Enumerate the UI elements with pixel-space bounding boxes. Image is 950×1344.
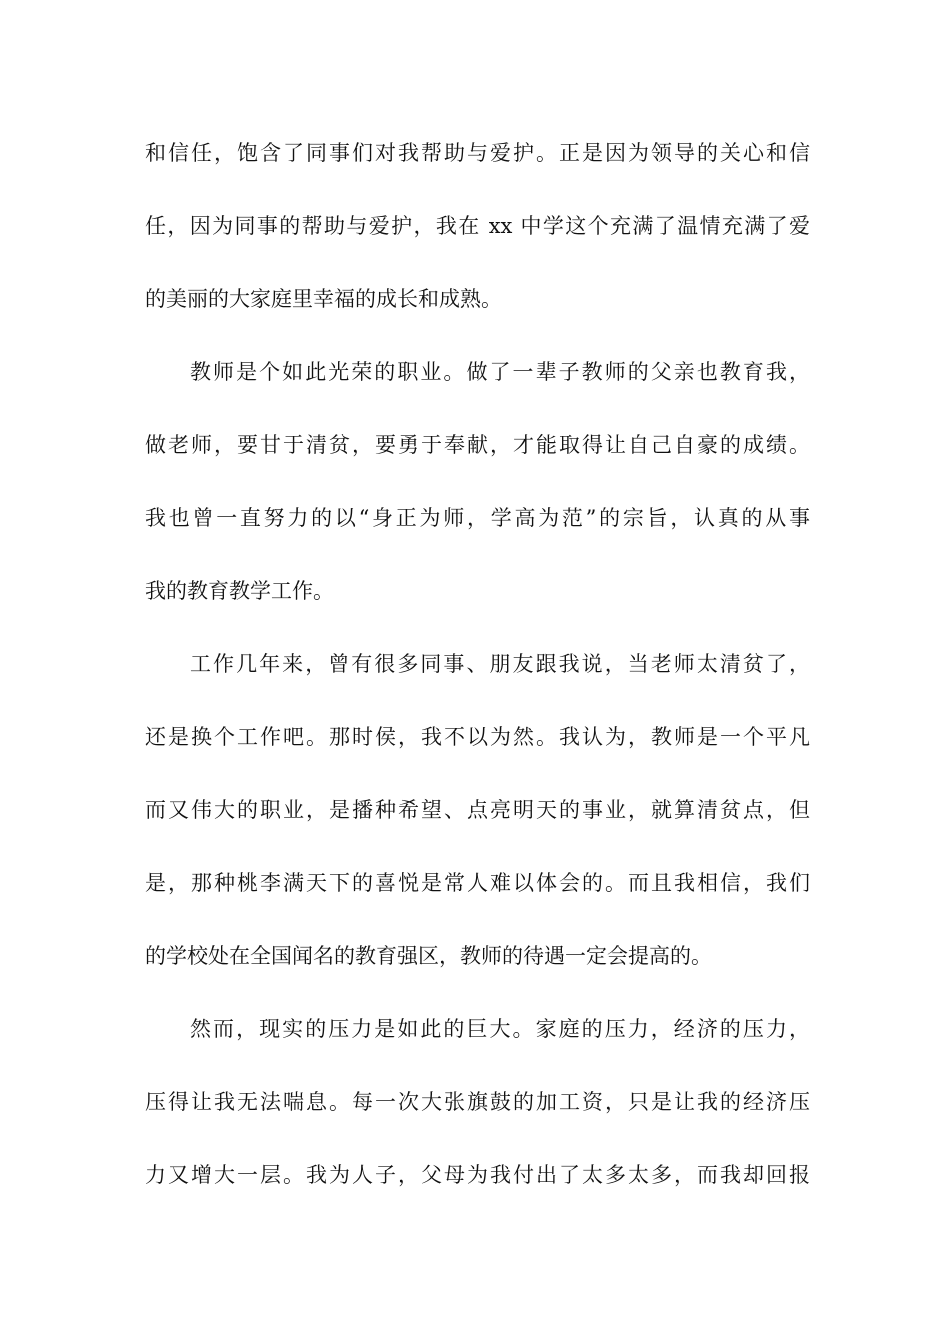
text-line: 任，因为同事的帮助与爱护，我在 xx 中学这个充满了温情充满了爱 bbox=[145, 214, 810, 238]
text-line: 是，那种桃李满天下的喜悦是常人难以体会的。而且我相信，我们 bbox=[145, 871, 810, 895]
text-line: 压得让我无法喘息。每一次大张旗鼓的加工资，只是让我的经济压 bbox=[145, 1090, 810, 1114]
paragraph-first-line: 然而，现实的压力是如此的巨大。家庭的压力，经济的压力， bbox=[190, 1017, 810, 1041]
paragraph-first-line: 工作几年来，曾有很多同事、朋友跟我说，当老师太清贫了， bbox=[190, 652, 810, 676]
paragraph-first-line: 教师是个如此光荣的职业。做了一辈子教师的父亲也教育我， bbox=[190, 360, 810, 384]
text-line: 我也曾一直努力的以“身正为师，学高为范”的宗旨，认真的从事 bbox=[145, 506, 810, 530]
text-line: 做老师，要甘于清贫，要勇于奉献，才能取得让自己自豪的成绩。 bbox=[145, 433, 810, 457]
text-line: 我的教育教学工作。 bbox=[145, 579, 334, 603]
text-line: 的美丽的大家庭里幸福的成长和成熟。 bbox=[145, 287, 502, 311]
text-line: 的学校处在全国闻名的教育强区，教师的待遇一定会提高的。 bbox=[145, 944, 712, 968]
text-line: 还是换个工作吧。那时侯，我不以为然。我认为，教师是一个平凡 bbox=[145, 725, 810, 749]
text-line: 力又增大一层。我为人子，父母为我付出了太多太多，而我却回报 bbox=[145, 1163, 810, 1187]
text-line: 和信任，饱含了同事们对我帮助与爱护。正是因为领导的关心和信 bbox=[145, 141, 810, 165]
text-line: 而又伟大的职业，是播种希望、点亮明天的事业，就算清贫点，但 bbox=[145, 798, 810, 822]
